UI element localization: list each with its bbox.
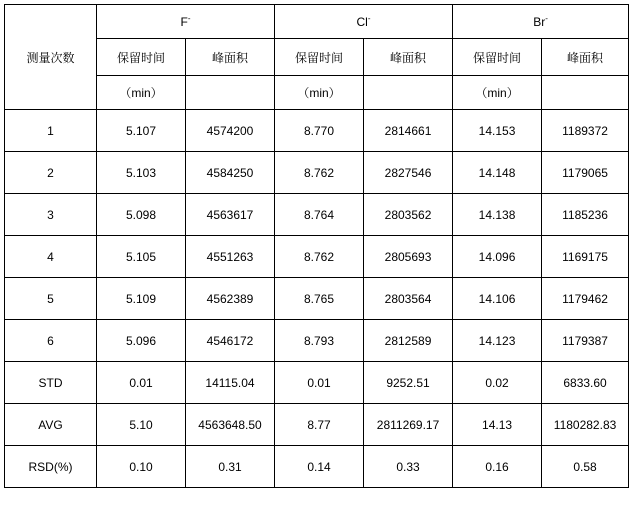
header-retention-time-cl: 保留时间 [275,39,364,76]
cell-area-cl: 2803564 [364,278,453,320]
row-label: 2 [5,152,97,194]
cell-area-br: 1180282.83 [542,404,629,446]
header-peak-area-br: 峰面积 [542,39,629,76]
cell-rt-f: 5.103 [97,152,186,194]
cell-rt-br: 14.138 [453,194,542,236]
cell-rt-cl: 8.762 [275,152,364,194]
cell-area-f: 14115.04 [186,362,275,404]
unit-peak-area-f [186,76,275,110]
cell-rt-cl: 8.793 [275,320,364,362]
unit-peak-area-br [542,76,629,110]
unit-retention-time-cl: （min） [275,76,364,110]
cell-rt-f: 0.10 [97,446,186,488]
header-retention-time-br: 保留时间 [453,39,542,76]
cell-area-br: 0.58 [542,446,629,488]
header-row-ions [5,5,629,39]
cell-rt-br: 14.13 [453,404,542,446]
table-row [5,446,629,488]
cell-area-f: 4574200 [186,110,275,152]
table-row [5,194,629,236]
table-row [5,320,629,362]
cell-rt-f: 0.01 [97,362,186,404]
ion-name-br: Br [533,14,546,29]
cell-rt-cl: 8.765 [275,278,364,320]
header-measurement-count: 测量次数 [5,5,97,110]
cell-area-br: 1169175 [542,236,629,278]
cell-area-f: 4562389 [186,278,275,320]
cell-rt-br: 14.153 [453,110,542,152]
cell-area-br: 1179462 [542,278,629,320]
ion-charge-br: - [545,13,548,23]
row-label: 3 [5,194,97,236]
header-row-units [5,76,629,110]
table-row [5,152,629,194]
measurement-results-table [4,4,629,488]
cell-rt-br: 14.123 [453,320,542,362]
header-ion-group-cl [275,5,453,39]
cell-rt-f: 5.096 [97,320,186,362]
row-label: AVG [5,404,97,446]
ion-name-f: F [180,14,188,29]
cell-area-cl: 2812589 [364,320,453,362]
table-row [5,362,629,404]
cell-rt-cl: 8.762 [275,236,364,278]
cell-rt-br: 14.148 [453,152,542,194]
cell-rt-br: 14.106 [453,278,542,320]
row-label: 4 [5,236,97,278]
cell-rt-br: 0.02 [453,362,542,404]
cell-area-cl: 2827546 [364,152,453,194]
row-label: 6 [5,320,97,362]
cell-area-f: 4584250 [186,152,275,194]
table-row [5,236,629,278]
cell-area-cl: 2814661 [364,110,453,152]
cell-rt-br: 14.096 [453,236,542,278]
cell-rt-cl: 0.14 [275,446,364,488]
header-retention-time-f: 保留时间 [97,39,186,76]
cell-rt-cl: 8.770 [275,110,364,152]
cell-rt-f: 5.10 [97,404,186,446]
table-row [5,110,629,152]
cell-area-f: 0.31 [186,446,275,488]
table-row [5,278,629,320]
cell-area-cl: 9252.51 [364,362,453,404]
unit-retention-time-br: （min） [453,76,542,110]
cell-area-f: 4546172 [186,320,275,362]
cell-rt-f: 5.098 [97,194,186,236]
cell-rt-cl: 8.764 [275,194,364,236]
cell-rt-cl: 8.77 [275,404,364,446]
cell-rt-br: 0.16 [453,446,542,488]
header-ion-group-br [453,5,629,39]
cell-area-cl: 2803562 [364,194,453,236]
cell-area-cl: 2805693 [364,236,453,278]
cell-area-f: 4563617 [186,194,275,236]
header-peak-area-cl: 峰面积 [364,39,453,76]
cell-area-br: 6833.60 [542,362,629,404]
cell-area-br: 1185236 [542,194,629,236]
row-label: STD [5,362,97,404]
header-ion-group-f [97,5,275,39]
cell-rt-f: 5.105 [97,236,186,278]
ion-charge-f: - [187,13,191,23]
unit-peak-area-cl [364,76,453,110]
header-row-subheaders [5,39,629,76]
cell-area-br: 1189372 [542,110,629,152]
header-peak-area-f: 峰面积 [186,39,275,76]
cell-area-f: 4551263 [186,236,275,278]
unit-retention-time-f: （min） [97,76,186,110]
cell-area-cl: 0.33 [364,446,453,488]
cell-rt-f: 5.107 [97,110,186,152]
ion-name-cl: Cl [356,14,368,29]
row-label: 5 [5,278,97,320]
ion-charge-cl: - [367,13,371,23]
cell-area-br: 1179387 [542,320,629,362]
row-label: 1 [5,110,97,152]
cell-rt-cl: 0.01 [275,362,364,404]
table-row [5,404,629,446]
row-label: RSD(%) [5,446,97,488]
cell-area-cl: 2811269.17 [364,404,453,446]
cell-area-br: 1179065 [542,152,629,194]
cell-area-f: 4563648.50 [186,404,275,446]
cell-rt-f: 5.109 [97,278,186,320]
